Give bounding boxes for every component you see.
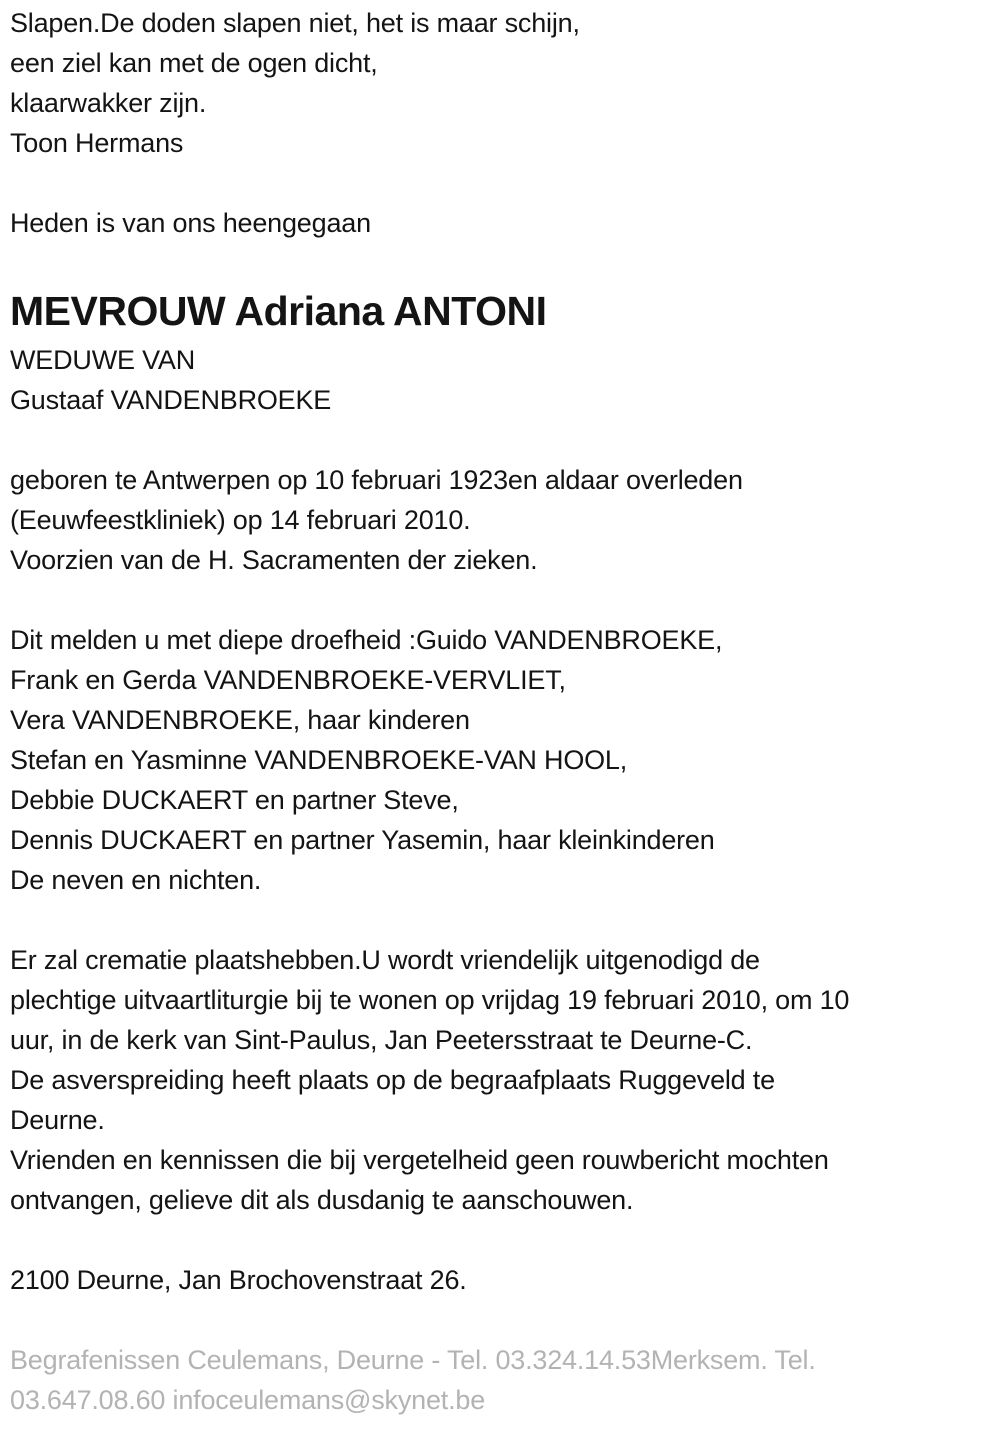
family-line: Stefan en Yasminne VANDENBROEKE-VAN HOOL, xyxy=(10,745,628,775)
ceremony-line: Vrienden en kennissen die bij vergetelheid geen rouwbericht mochten xyxy=(10,1145,829,1175)
family-line: Vera VANDENBROEKE, haar kinderen xyxy=(10,705,470,735)
deceased-relation: WEDUWE VAN xyxy=(10,345,195,375)
deceased-spouse: Gustaaf VANDENBROEKE xyxy=(10,385,332,415)
ceremony-line: Er zal crematie plaatshebben.U wordt vriendelijk uitgenodigd de xyxy=(10,945,760,975)
funeral-home-footer xyxy=(10,1340,990,1420)
life-dates xyxy=(10,460,990,580)
mourning-address xyxy=(10,1260,990,1300)
deceased-block xyxy=(10,283,990,420)
ceremony-line: plechtige uitvaartliturgie bij te wonen op vrijdag 19 februari 2010, om 10 xyxy=(10,985,850,1015)
family-line: Dit melden u met diepe droefheid :Guido VANDENBROEKE, xyxy=(10,625,723,655)
family-line: Frank en Gerda VANDENBROEKE-VERVLIET, xyxy=(10,665,566,695)
family-list xyxy=(10,620,990,900)
announcement-intro-line: Heden is van ons heengegaan xyxy=(10,208,371,238)
mourning-address-line: 2100 Deurne, Jan Brochovenstraat 26. xyxy=(10,1265,467,1295)
quote-line: een ziel kan met de ogen dicht, xyxy=(10,48,378,78)
family-line: Dennis DUCKAERT en partner Yasemin, haar kleinkinderen xyxy=(10,825,715,855)
life-dates-line: Voorzien van de H. Sacramenten der zieken. xyxy=(10,545,538,575)
quote-author: Toon Hermans xyxy=(10,128,184,158)
opening-quote xyxy=(10,3,990,163)
ceremony-details xyxy=(10,940,990,1220)
family-line: Debbie DUCKAERT en partner Steve, xyxy=(10,785,459,815)
quote-line: klaarwakker zijn. xyxy=(10,88,207,118)
life-dates-line: (Eeuwfeestkliniek) op 14 februari 2010. xyxy=(10,505,471,535)
ceremony-line: uur, in de kerk van Sint-Paulus, Jan Peetersstraat te Deurne-C. xyxy=(10,1025,753,1055)
funeral-home-line: Begrafenissen Ceulemans, Deurne - Tel. 03.324.14.53Merksem. Tel. xyxy=(10,1345,816,1375)
announcement-intro xyxy=(10,203,990,243)
ceremony-line: De asverspreiding heeft plaats op de begraafplaats Ruggeveld te xyxy=(10,1065,775,1095)
family-line: De neven en nichten. xyxy=(10,865,262,895)
quote-line: Slapen.De doden slapen niet, het is maar schijn, xyxy=(10,8,580,38)
funeral-home-line: 03.647.08.60 infoceulemans@skynet.be xyxy=(10,1385,486,1415)
ceremony-line: ontvangen, gelieve dit als dusdanig te aanschouwen. xyxy=(10,1185,634,1215)
life-dates-line: geboren te Antwerpen op 10 februari 1923en aldaar overleden xyxy=(10,465,743,495)
ceremony-line: Deurne. xyxy=(10,1105,105,1135)
deceased-name: MEVROUW Adriana ANTONI xyxy=(10,288,547,334)
